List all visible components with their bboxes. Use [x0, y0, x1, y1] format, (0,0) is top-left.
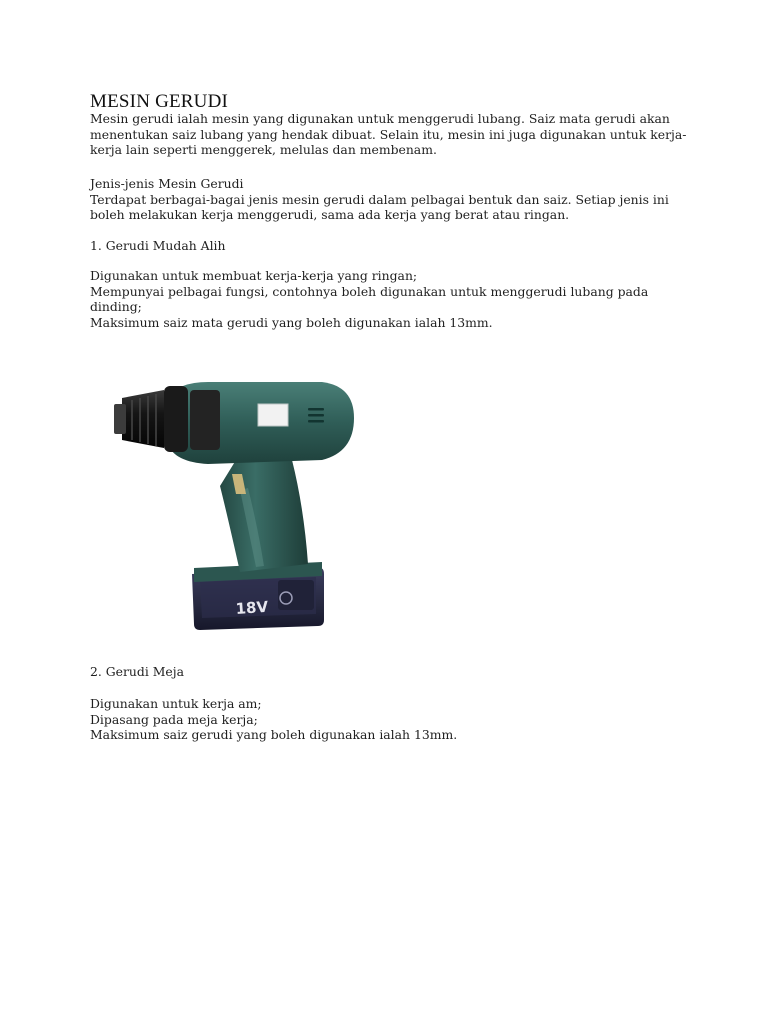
types-line: boleh melakukan kerja menggerudi, sama ada kerja yang berat atau ringan. [90, 207, 570, 223]
intro-paragraph [90, 111, 690, 158]
document-title: MESIN GERUDI [90, 91, 229, 112]
types-paragraph [90, 176, 690, 223]
intro-line: Mesin gerudi ialah mesin yang digunakan untuk menggerudi lubang. Saiz mata gerudi akan [90, 111, 670, 126]
section2-line: Dipasang pada meja kerja; [90, 711, 258, 727]
section2-list [90, 696, 690, 743]
types-heading: Jenis-jenis Mesin Gerudi [90, 176, 244, 191]
intro-line: kerja lain seperti menggerek, melulas dan membenam. [90, 142, 437, 158]
section2-line: Maksimum saiz gerudi yang boleh digunakan ialah 13mm. [90, 727, 458, 743]
cordless-drill-image [108, 368, 370, 636]
drill-handle [220, 460, 308, 572]
section1-line: Digunakan untuk membuat kerja-kerja yang ringan; [90, 268, 418, 283]
intro-line: menentukan saiz lubang yang hendak dibuat. Selain itu, mesin ini juga digunakan untuk kerja- [90, 126, 687, 142]
section2-heading: 2. Gerudi Meja [90, 664, 184, 679]
types-line: Terdapat berbagai-bagai jenis mesin gerudi dalam pelbagai bentuk dan saiz. Setiap jenis ini [90, 191, 669, 207]
section2-line: Digunakan untuk kerja am; [90, 696, 262, 711]
battery-voltage-label: 18V [235, 597, 269, 618]
battery-pack [192, 562, 324, 630]
section1-line: dinding; [90, 299, 142, 315]
section1-heading: 1. Gerudi Mudah Alih [90, 238, 226, 253]
drill-chuck [114, 386, 220, 452]
section1-line: Maksimum saiz mata gerudi yang boleh digunakan ialah 13mm. [90, 314, 493, 330]
section1-list [90, 268, 690, 330]
section1-line: Mempunyai pelbagai fungsi, contohnya boleh digunakan untuk menggerudi lubang pada [90, 283, 649, 299]
